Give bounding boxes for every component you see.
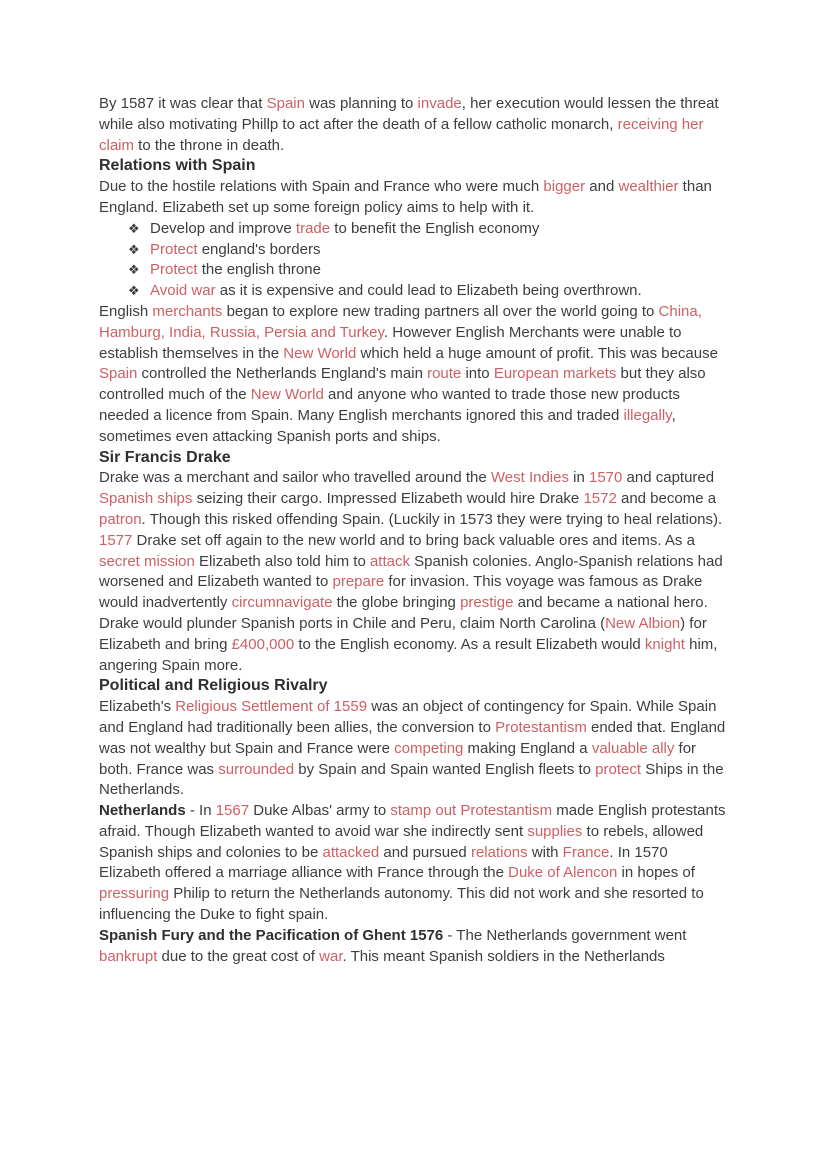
paragraph bbox=[99, 697, 729, 801]
body-text: Elizabeth's bbox=[99, 698, 176, 716]
body-text: , sometimes even attacking Spanish ports and ships. bbox=[99, 406, 676, 445]
body-text: and become a bbox=[616, 490, 717, 508]
body-text: was an object of contingency for Spain. While Spain and England had traditionally been allies, the conversion to bbox=[99, 698, 717, 736]
body-text: Philip to return the Netherlands autonomy. This did not work and she resorted to influencing the Duke to fight spain. bbox=[99, 885, 704, 924]
highlighted-text: pressuring bbox=[99, 885, 170, 903]
diamond-bullet-icon: ❖ bbox=[128, 241, 140, 257]
highlighted-text: Avoid war bbox=[150, 282, 216, 300]
bullet-list bbox=[99, 219, 729, 302]
highlighted-text: Religious Settlement of 1559 bbox=[175, 698, 368, 716]
highlighted-text: merchants bbox=[152, 302, 223, 320]
highlighted-text: bigger bbox=[543, 178, 586, 196]
paragraph bbox=[99, 468, 729, 676]
highlighted-text: Protestantism bbox=[495, 718, 587, 736]
paragraph bbox=[99, 177, 729, 219]
body-text: the english throne bbox=[197, 261, 321, 279]
body-text: Drake was a merchant and sailor who travelled around the bbox=[99, 469, 491, 487]
body-text: and bbox=[585, 178, 619, 196]
body-text: Elizabeth also told him to bbox=[194, 552, 370, 570]
body-text: . However English Merchants were unable to establish themselves in the bbox=[99, 323, 682, 362]
highlighted-text: West Indies bbox=[490, 469, 569, 487]
body-text: for both. France was bbox=[99, 739, 697, 778]
highlighted-text: Duke of Alencon bbox=[508, 864, 618, 882]
body-text: . Though this risked offending Spain. (Luckily in 1573 they were trying to heal relations). bbox=[141, 510, 723, 528]
highlighted-text: circumnavigate bbox=[231, 594, 333, 612]
body-text: and anyone who wanted to trade those new products needed a licence from Spain. Many English merchants ignored this and traded bbox=[99, 386, 680, 424]
highlighted-text: supplies bbox=[527, 822, 583, 840]
highlighted-text: route bbox=[427, 365, 462, 383]
body-text: and captured bbox=[622, 469, 715, 487]
body-text: making England a bbox=[463, 739, 592, 757]
section-heading bbox=[99, 156, 729, 177]
body-text: Develop and improve bbox=[150, 219, 296, 237]
body-text: - The Netherlands government went bbox=[443, 926, 687, 944]
highlighted-text: valuable ally bbox=[591, 739, 675, 757]
body-text: controlled the Netherlands England's main bbox=[137, 365, 428, 383]
highlighted-text: relations bbox=[470, 843, 528, 861]
highlighted-text: New World bbox=[250, 386, 324, 404]
diamond-bullet-icon: ❖ bbox=[128, 283, 140, 299]
paragraph bbox=[99, 94, 729, 156]
body-text: Due to the hostile relations with Spain and France who were much bbox=[99, 178, 544, 196]
body-text: Spanish colonies. Anglo-Spanish relations had worsened and Elizabeth wanted to bbox=[99, 552, 723, 591]
body-text: and pursued bbox=[379, 843, 471, 861]
body-text: , her execution would lessen the threat while also motivating Phillp to act after the death of a fellow catholic monarch, bbox=[99, 95, 719, 133]
body-text: but they also controlled much of the bbox=[99, 365, 706, 404]
bullet-item bbox=[99, 240, 729, 261]
body-text: Sir Francis Drake bbox=[99, 448, 231, 466]
highlighted-text: war bbox=[319, 947, 343, 965]
highlighted-text: Spanish ships bbox=[99, 490, 193, 508]
highlighted-text: prepare bbox=[332, 573, 385, 591]
body-text: him, angering Spain more. bbox=[99, 635, 718, 674]
diamond-bullet-icon: ❖ bbox=[128, 220, 140, 236]
body-text: ) for Elizabeth and bring bbox=[99, 614, 707, 653]
highlighted-text: Protect bbox=[150, 240, 198, 258]
body-text: English bbox=[99, 302, 153, 320]
body-text: with bbox=[527, 843, 563, 861]
section-heading bbox=[99, 448, 729, 469]
body-text: made English protestants afraid. Though Elizabeth wanted to avoid war she indirectly sent bbox=[99, 802, 726, 840]
highlighted-text: 1577 bbox=[99, 531, 133, 549]
body-text: to the English economy. As a result Elizabeth would bbox=[294, 635, 645, 653]
highlighted-text: competing bbox=[394, 739, 464, 757]
highlighted-text: Spain bbox=[99, 365, 138, 383]
body-text: was planning to bbox=[304, 95, 418, 112]
body-text: for invasion. This voyage was famous as Drake would inadvertently bbox=[99, 573, 703, 612]
body-text: to the throne in death. bbox=[134, 136, 285, 154]
body-text: Duke Albas' army to bbox=[249, 802, 391, 820]
highlighted-text: 1570 bbox=[588, 469, 623, 487]
body-text: Ships in the Netherlands. bbox=[99, 760, 724, 799]
body-text: into bbox=[461, 365, 494, 383]
highlighted-text: illegally bbox=[623, 406, 672, 424]
paragraph bbox=[99, 801, 729, 926]
bullet-item bbox=[99, 219, 729, 240]
body-text: as it is expensive and could lead to Elizabeth being overthrown. bbox=[215, 282, 642, 300]
body-text: began to explore new trading partners all over the world going to bbox=[222, 302, 659, 320]
body-text: england's borders bbox=[197, 240, 321, 258]
highlighted-text: surrounded bbox=[218, 760, 295, 778]
highlighted-text: knight bbox=[644, 635, 685, 653]
bullet-item bbox=[99, 260, 729, 281]
highlighted-text: Protect bbox=[150, 261, 198, 279]
body-text: due to the great cost of bbox=[157, 947, 320, 965]
highlighted-text: New World bbox=[283, 344, 357, 362]
highlighted-text: bankrupt bbox=[99, 947, 158, 965]
highlighted-text: New Albion bbox=[605, 614, 681, 632]
bold-lead-text: Spanish Fury and the Pacification of Ghent 1576 bbox=[99, 926, 444, 944]
highlighted-text: invade bbox=[417, 95, 462, 112]
body-text: and became a national hero. Drake would plunder Spanish ports in Chile and Peru, claim North Carolina ( bbox=[99, 594, 708, 632]
highlighted-text: secret mission bbox=[99, 552, 195, 570]
body-text: seizing their cargo. Impressed Elizabeth would hire Drake bbox=[192, 490, 584, 508]
highlighted-text: France bbox=[562, 843, 610, 861]
highlighted-text: stamp out Protestantism bbox=[390, 802, 553, 820]
highlighted-text: Spain bbox=[266, 95, 305, 112]
body-text: which held a huge amount of profit. This was because bbox=[356, 344, 718, 362]
highlighted-text: receiving her claim bbox=[99, 115, 704, 154]
bullet-item bbox=[99, 281, 729, 302]
highlighted-text: £400,000 bbox=[231, 635, 295, 653]
body-text: by Spain and Spain wanted English fleets to bbox=[294, 760, 596, 778]
body-text: . In 1570 Elizabeth offered a marriage alliance with France through the bbox=[99, 843, 668, 882]
highlighted-text: China, Hamburg, India, Russia, Persia and Turkey bbox=[99, 302, 702, 341]
highlighted-text: prestige bbox=[460, 594, 514, 612]
body-text: - In bbox=[185, 802, 216, 820]
highlighted-text: attacked bbox=[322, 843, 380, 861]
body-text: Political and Religious Rivalry bbox=[99, 677, 328, 695]
highlighted-text: wealthier bbox=[618, 178, 679, 196]
body-text: the globe bringing bbox=[332, 594, 461, 612]
highlighted-text: 1567 bbox=[215, 802, 250, 820]
document-body bbox=[99, 94, 729, 967]
body-text: than England. Elizabeth set up some foreign policy aims to help with it. bbox=[99, 178, 712, 216]
body-text: ended that. England was not wealthy but Spain and France were bbox=[99, 718, 726, 757]
highlighted-text: attack bbox=[369, 552, 410, 570]
body-text: to benefit the English economy bbox=[330, 219, 540, 237]
highlighted-text: 1572 bbox=[583, 490, 617, 508]
highlighted-text: European markets bbox=[493, 365, 617, 383]
body-text: in hopes of bbox=[617, 864, 695, 882]
bold-lead-text: Netherlands bbox=[99, 802, 186, 820]
paragraph bbox=[99, 302, 729, 448]
body-text: Drake set off again to the new world and to bring back valuable ores and items. As a bbox=[132, 531, 695, 549]
highlighted-text: trade bbox=[295, 219, 331, 237]
body-text: . This meant Spanish soldiers in the Netherlands bbox=[342, 947, 665, 965]
body-text: Relations with Spain bbox=[99, 157, 256, 175]
section-heading bbox=[99, 676, 729, 697]
body-text: in bbox=[568, 469, 589, 487]
diamond-bullet-icon: ❖ bbox=[128, 262, 140, 278]
body-text: to rebels, allowed Spanish ships and colonies to be bbox=[99, 822, 704, 861]
paragraph bbox=[99, 926, 729, 968]
highlighted-text: protect bbox=[595, 760, 642, 778]
body-text: By 1587 it was clear that bbox=[99, 95, 267, 112]
highlighted-text: patron bbox=[99, 510, 142, 528]
